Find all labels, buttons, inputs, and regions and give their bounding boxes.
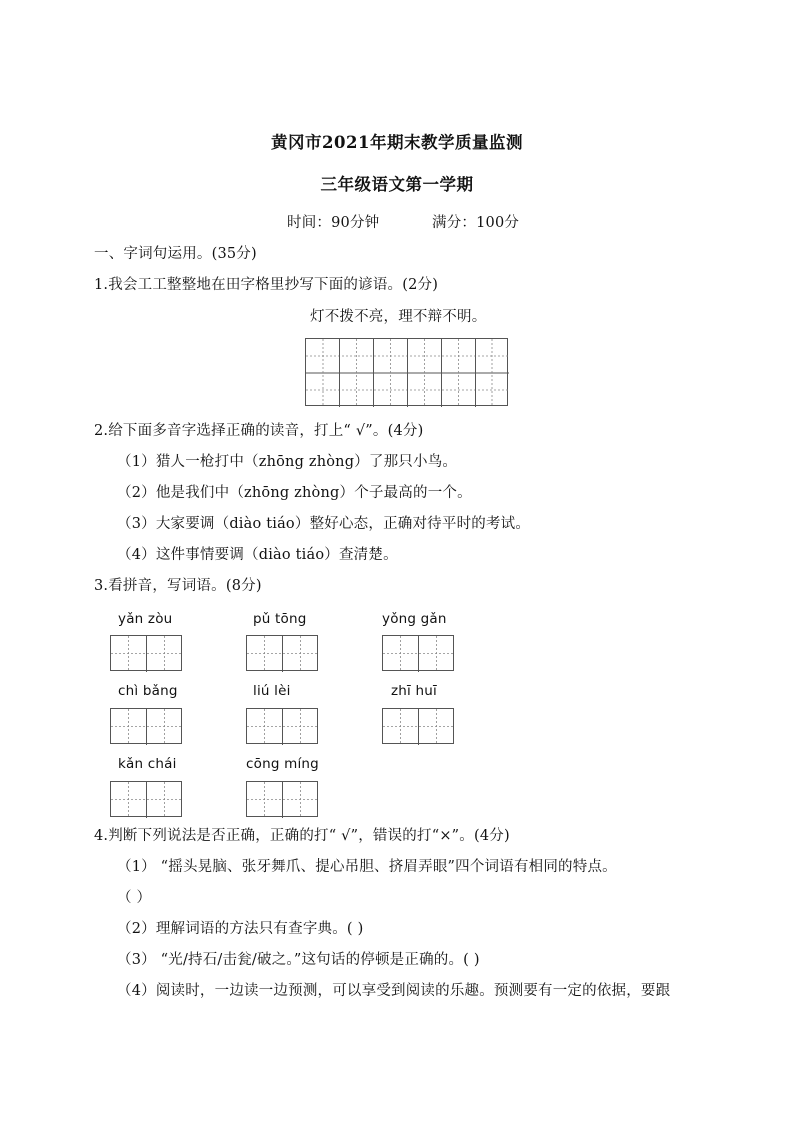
pinyin-2: pǔ tōng — [253, 611, 307, 627]
pinyin-4: chì bǎng — [118, 683, 178, 699]
tianzige-grid[interactable] — [305, 338, 508, 406]
answer-box-lines — [247, 636, 319, 672]
answer-box-3[interactable] — [382, 635, 454, 671]
pinyin-7: kǎn chái — [118, 756, 177, 772]
section-heading: 一、字词句运用。(35分) — [94, 246, 257, 262]
tianzige-lines — [306, 339, 509, 407]
answer-box-2[interactable] — [246, 635, 318, 671]
answer-box-5[interactable] — [246, 708, 318, 744]
proverb-text: 灯不拨不亮，理不辩不明。 — [310, 309, 487, 325]
q4-item-1-blank[interactable]: （ ） — [117, 890, 152, 906]
exam-score: 满分：100分 — [432, 215, 520, 231]
pinyin-3: yǒng gǎn — [382, 611, 447, 627]
q4-item-4: （4）阅读时，一边读一边预测，可以享受到阅读的乐趣。预测要有一定的依据，要跟 — [117, 983, 671, 999]
answer-box-1[interactable] — [110, 635, 182, 671]
exam-time: 时间：90分钟 — [287, 215, 380, 231]
answer-box-lines — [247, 782, 319, 818]
q4-item-1: （1） “摇头晃脑、张牙舞爪、提心吊胆、挤眉弄眼”四个词语有相同的特点。 — [117, 859, 617, 875]
question-1: 1.我会工工整整地在田字格里抄写下面的谚语。(2分) — [94, 277, 439, 293]
answer-box-8[interactable] — [246, 781, 318, 817]
answer-box-6[interactable] — [382, 708, 454, 744]
answer-box-4[interactable] — [110, 708, 182, 744]
answer-box-lines — [383, 636, 455, 672]
question-2: 2.给下面多音字选择正确的读音，打上“ √”。(4分) — [94, 423, 424, 439]
pinyin-1: yǎn zòu — [118, 611, 173, 627]
page-title: 黄冈市2021年期末教学质量监测 — [271, 133, 523, 152]
answer-box-lines — [383, 709, 455, 745]
pinyin-6: zhī huī — [391, 683, 437, 699]
pinyin-8: cōng míng — [246, 756, 319, 772]
answer-box-lines — [111, 709, 183, 745]
q2-item-3: （3）大家要调（diào tiáo）整好心态，正确对待平时的考试。 — [117, 516, 531, 532]
q4-item-2: （2）理解词语的方法只有查字典。( ) — [117, 921, 364, 937]
pinyin-5: liú lèi — [253, 683, 291, 699]
q2-item-2: （2）他是我们中（zhōng zhòng）个子最高的一个。 — [117, 485, 472, 501]
answer-box-lines — [111, 782, 183, 818]
page-subtitle: 三年级语文第一学期 — [320, 175, 474, 194]
q2-item-4: （4）这件事情要调（diào tiáo）查清楚。 — [117, 547, 398, 563]
question-4: 4.判断下列说法是否正确，正确的打“ √”，错误的打“×”。(4分) — [94, 828, 510, 844]
answer-box-7[interactable] — [110, 781, 182, 817]
q4-item-3: （3） “光/持石/击瓮/破之。”这句话的停顿是正确的。( ) — [117, 952, 480, 968]
answer-box-lines — [247, 709, 319, 745]
question-3: 3.看拼音，写词语。(8分) — [94, 578, 262, 594]
q2-item-1: （1）猎人一枪打中（zhōng zhòng）了那只小鸟。 — [117, 454, 458, 470]
answer-box-lines — [111, 636, 183, 672]
